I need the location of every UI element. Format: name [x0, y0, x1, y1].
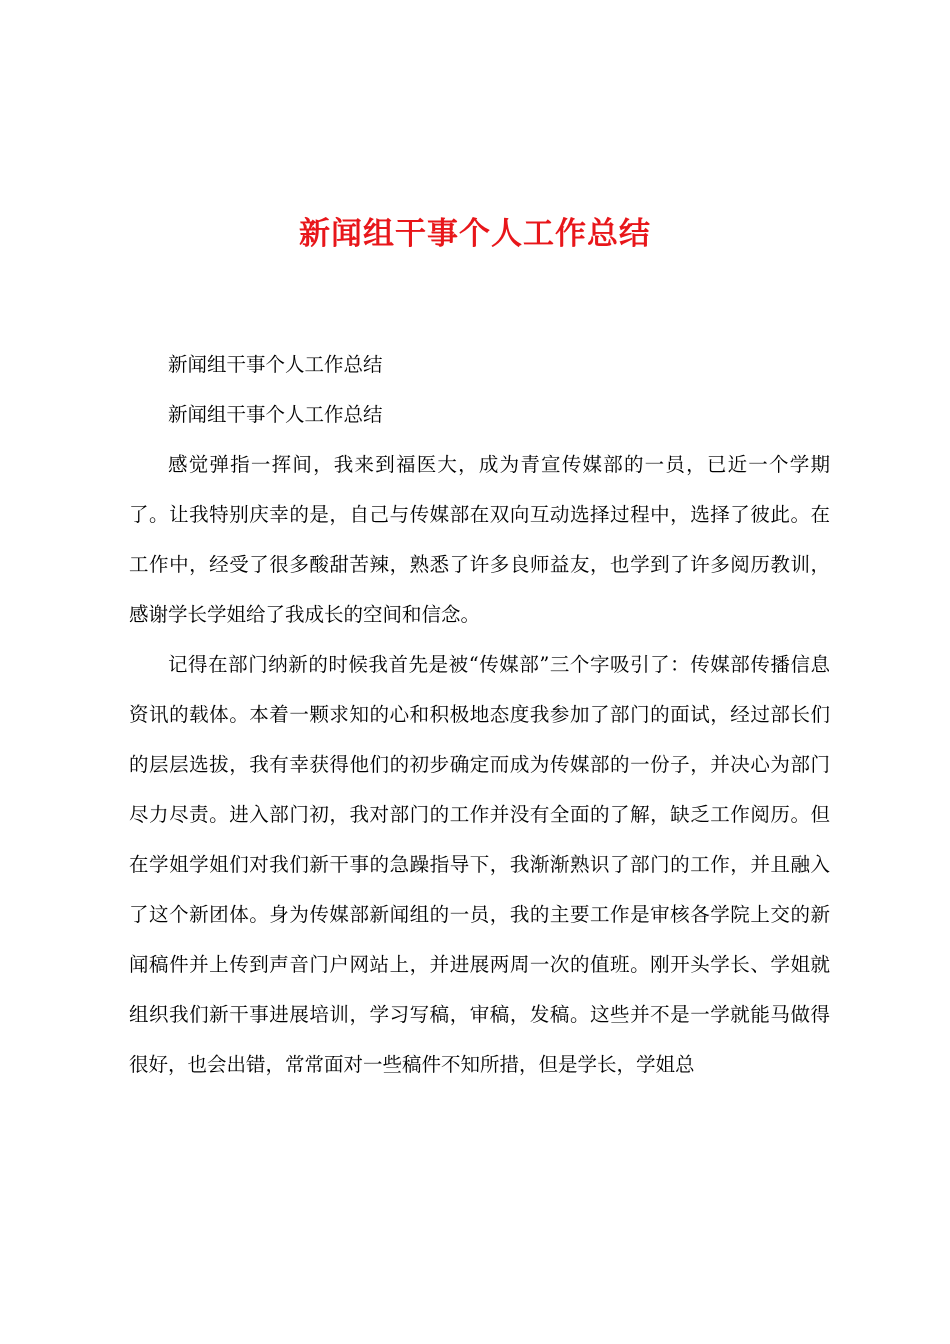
document-title: 新闻组干事个人工作总结	[299, 216, 651, 252]
document-body	[129, 340, 830, 1090]
paragraph-intro: 感觉弹指一挥间，我来到福医大，成为青宣传媒部的一员，已近一个学期了。让我特别庆幸的是，自己与传媒部在双向互动选择过程中，选择了彼此。在工作中，经受了很多酸甜苦辣，熟悉了许多良师益友，也学到了许多阅历教训，感谢学长学姐给了我成长的空间和信念。	[129, 453, 830, 626]
paragraph-main: 记得在部门纳新的时候我首先是被“传媒部”三个字吸引了：传媒部传播信息资讯的载体。本着一颗求知的心和积极地态度我参加了部门的面试，经过部长们的层层选拔，我有幸获得他们的初步确定而成为传媒部的一份子，并决心为部门尽力尽责。进入部门初，我对部门的工作并没有全面的了解，缺乏工作阅历。但在学姐学姐们对我们新干事的急躁指导下，我渐渐熟识了部门的工作，并且融入了这个新团体。身为传媒部新闻组的一员，我的主要工作是审核各学院上交的新闻稿件并上传到声音门户网站上，并进展两周一次的值班。刚开头学长、学姐就组织我们新干事进展培训，学习写稿，审稿，发稿。这些并不是一学就能马做得很好，也会出错，常常面对一些稿件不知所措，但是学长，学姐总	[129, 653, 830, 1076]
paragraph-heading-2: 新闻组干事个人工作总结	[168, 403, 383, 426]
paragraph-heading-1: 新闻组干事个人工作总结	[168, 353, 383, 376]
